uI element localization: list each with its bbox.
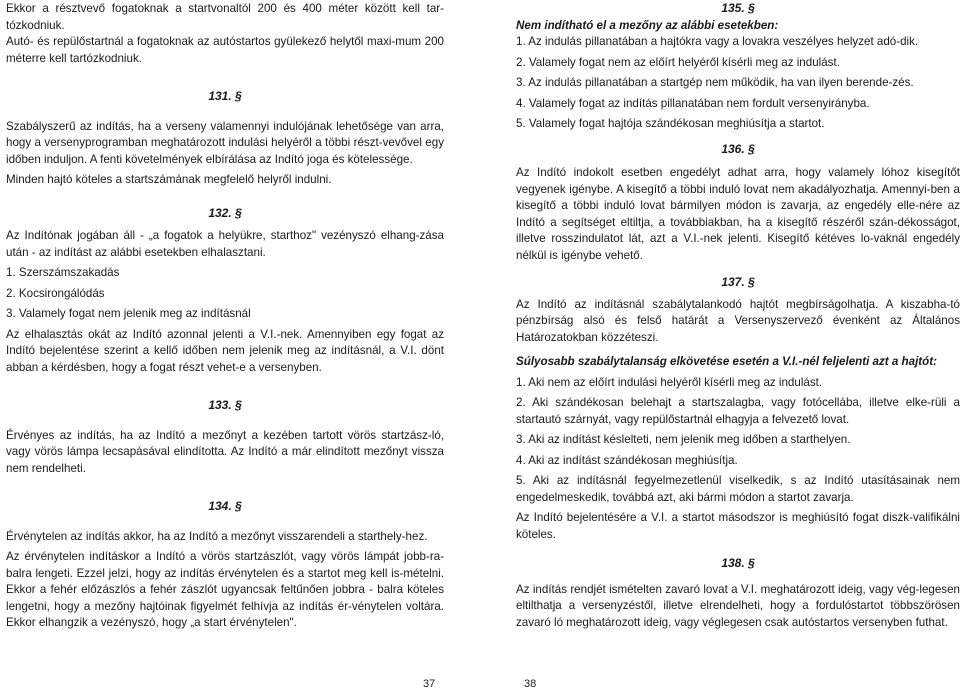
left-page-number: 37 — [423, 678, 436, 690]
section-135-item-4: 4. Valamely fogat az indítás pillanatában nem fordult versenyirányba. — [516, 96, 870, 110]
section-135-subheading: Nem indítható el a mezőny az alábbi esetekben: — [516, 18, 779, 32]
section-131-paragraph-1: Szabályszerű az indítás, ha a verseny valamennyi indulójának lehetősége van arra, hogy a versenyprogramban meghatározott indulási helyéről a többi részt-vevővel egy időben induljon. A fenti követelmények elbírálása az Indító joga és kötelessége. — [6, 119, 444, 166]
right-page-column — [516, 0, 960, 631]
section-131-heading: 131. § — [208, 89, 242, 103]
section-137-item-5: 5. Aki az indításnál fegyelmezetlenül viselkedik, s az Indító utasításainak nem engedelmeskedik, továbbá azt, aki bármi módon a startot zavarja. — [516, 474, 960, 504]
section-135-item-5: 5. Valamely fogat hajtója szándékosan meghiúsítja a startot. — [516, 117, 825, 130]
section-134-paragraph-1: Érvénytelen az indítás akkor, ha az Indító a mezőnyt visszarendeli a starthely-hez. — [6, 529, 428, 543]
section-135-item-1: 1. Az indulás pillanatában a hajtókra vagy a lovakra veszélyes helyzet adó-dik. — [516, 35, 919, 48]
section-137-item-4: 4. Aki az indítást szándékosan meghiúsítja. — [516, 453, 738, 467]
section-132-item-3: 3. Valamely fogat nem jelenik meg az indításnál — [6, 307, 251, 320]
section-135-item-3: 3. Az indulás pillanatában a startgép nem működik, ha van ilyen berende-zés. — [516, 76, 914, 89]
section-134-paragraph-2: Az érvénytelen indításkor a Indító a vörös startzászlót, vagy vörös lámpát jobb-ra-balra lengeti. Ezzel jelzi, hogy az indítás érvénytelen és a startot meg kell is-mételni. Ekkor a fehér előzászlós a fehér zászlót ugyancsak feltűnően jobbra - balra köteles lengetni, hogy a mezőny hajtóinak figyelmét felhívja az indítás ér-vénytelen voltára. Ekkor elhangzik a vezényszó, hogy „a start érvénytelen". — [6, 550, 444, 629]
section-132-intro: Az Indítónak jogában áll - „a fogatok a helyükre, starthoz" vezényszó elhang-zása után - az indítást az alábbi esetekben elhalasztani. — [6, 229, 444, 259]
section-137-intro: Az Indító az indításnál szabálytalankodó hajtót megbírságolhatja. A kiszabha-tó pénzbírság alsó és felső határát a Versenyszervező évenként az Általános Határozatokban közzéteszi. — [516, 297, 960, 344]
section-135-heading: 135. § — [721, 1, 755, 15]
section-132-heading: 132. § — [208, 205, 242, 220]
intro-paragraph-2: Autó- és repülőstartnál a fogatoknak az autóstartos gyülekező helytől maxi-mum 200 méterre kell tartózkodniuk. — [6, 35, 444, 65]
section-137-item-1: 1. Aki nem az előírt indulási helyéről kísérli meg az indulást. — [516, 375, 823, 389]
section-131-paragraph-2: Minden hajtó köteles a startszámának megfelelő helyről indulni. — [6, 173, 332, 186]
section-138-heading: 138. § — [721, 556, 755, 570]
section-132-closing: Az elhalasztás okát az Indító azonnal jelenti a V.I.-nek. Amennyiben egy fogat az Indító bejelentése szerint a kellő időben nem jelenik meg az indításnál, a V.I. dönt abban a kérdésben, hogy a fogat részt vehet-e a versenyben. — [6, 327, 444, 374]
section-135-item-2: 2. Valamely fogat nem az előírt helyéről kísérli meg az indulást. — [516, 55, 840, 69]
section-132-item-1: 1. Szerszámszakadás — [6, 266, 120, 279]
section-136-paragraph-1: Az Indító indokolt esetben engedélyt adhat arra, hogy valamely lóhoz kisegítőt vegyenek igénybe. A kisegítő a többi induló lovat nem akadályozhatja. Amennyi-ben a kisegítő a többi induló lovat bármilyen módon is zavarja, az engedély elle-nére az Indító a segítséget eltiltja, a továbbiakban, ha a kisegítő részéről szán-dékosságot, illetve rosszindulatot lát, azt a V.I.-nek jelenti. Kisegítő kétéves lo-vaknál engedély nélkül is igénybe vehető. — [516, 166, 960, 262]
section-137-item-2: 2. Aki szándékosan belehajt a startszalagba, vagy fotócellába, illetve elke-rüli a startautó szárnyát, vagy repülőstartnál elhagyja a felvezető lovat. — [516, 396, 960, 426]
right-page-number: 38 — [524, 678, 537, 690]
section-134-heading: 134. § — [208, 499, 242, 513]
section-138-paragraph-1: Az indítás rendjét ismételten zavaró lovat a V.I. meghatározott ideig, vagy vég-legesen eltilthatja a versenyzéstől, illetve elrendelheti, hogy a fordulóstartot többszörösen zavaró ló meghatározott ideig, vagy véglegesen csak autóstartos versenyben futhat. — [516, 582, 960, 629]
section-137-heading: 137. § — [721, 275, 755, 289]
section-132-item-2: 2. Kocsirongálódás — [6, 286, 105, 300]
intro-paragraph-1: Ekkor a résztvevő fogatoknak a startvonaltól 200 és 400 méter között kell tar-tózkodniuk. — [6, 2, 444, 32]
section-137-subheading: Súlyosabb szabálytalanság elkövetése esetén a V.I.-nél feljelenti azt a hajtót: — [516, 355, 937, 368]
section-137-closing: Az Indító bejelentésére a V.I. a startot másodszor is meghiúsító fogat diszk-valifikálni köteles. — [516, 511, 960, 541]
left-page-column — [6, 0, 444, 632]
section-133-heading: 133. § — [208, 398, 242, 412]
section-137-item-3: 3. Aki az indítást késlelteti, nem jelenik meg időben a starthelyen. — [516, 433, 851, 446]
section-133-paragraph-1: Érvényes az indítás, ha az Indító a mezőnyt a kezében tartott vörös startzász-ló, vagy vörös lámpa lecsapásával elindította. Az Indító a már elindított mezőnyt vissza nem rendelheti. — [6, 428, 444, 475]
section-136-heading: 136. § — [721, 141, 755, 156]
